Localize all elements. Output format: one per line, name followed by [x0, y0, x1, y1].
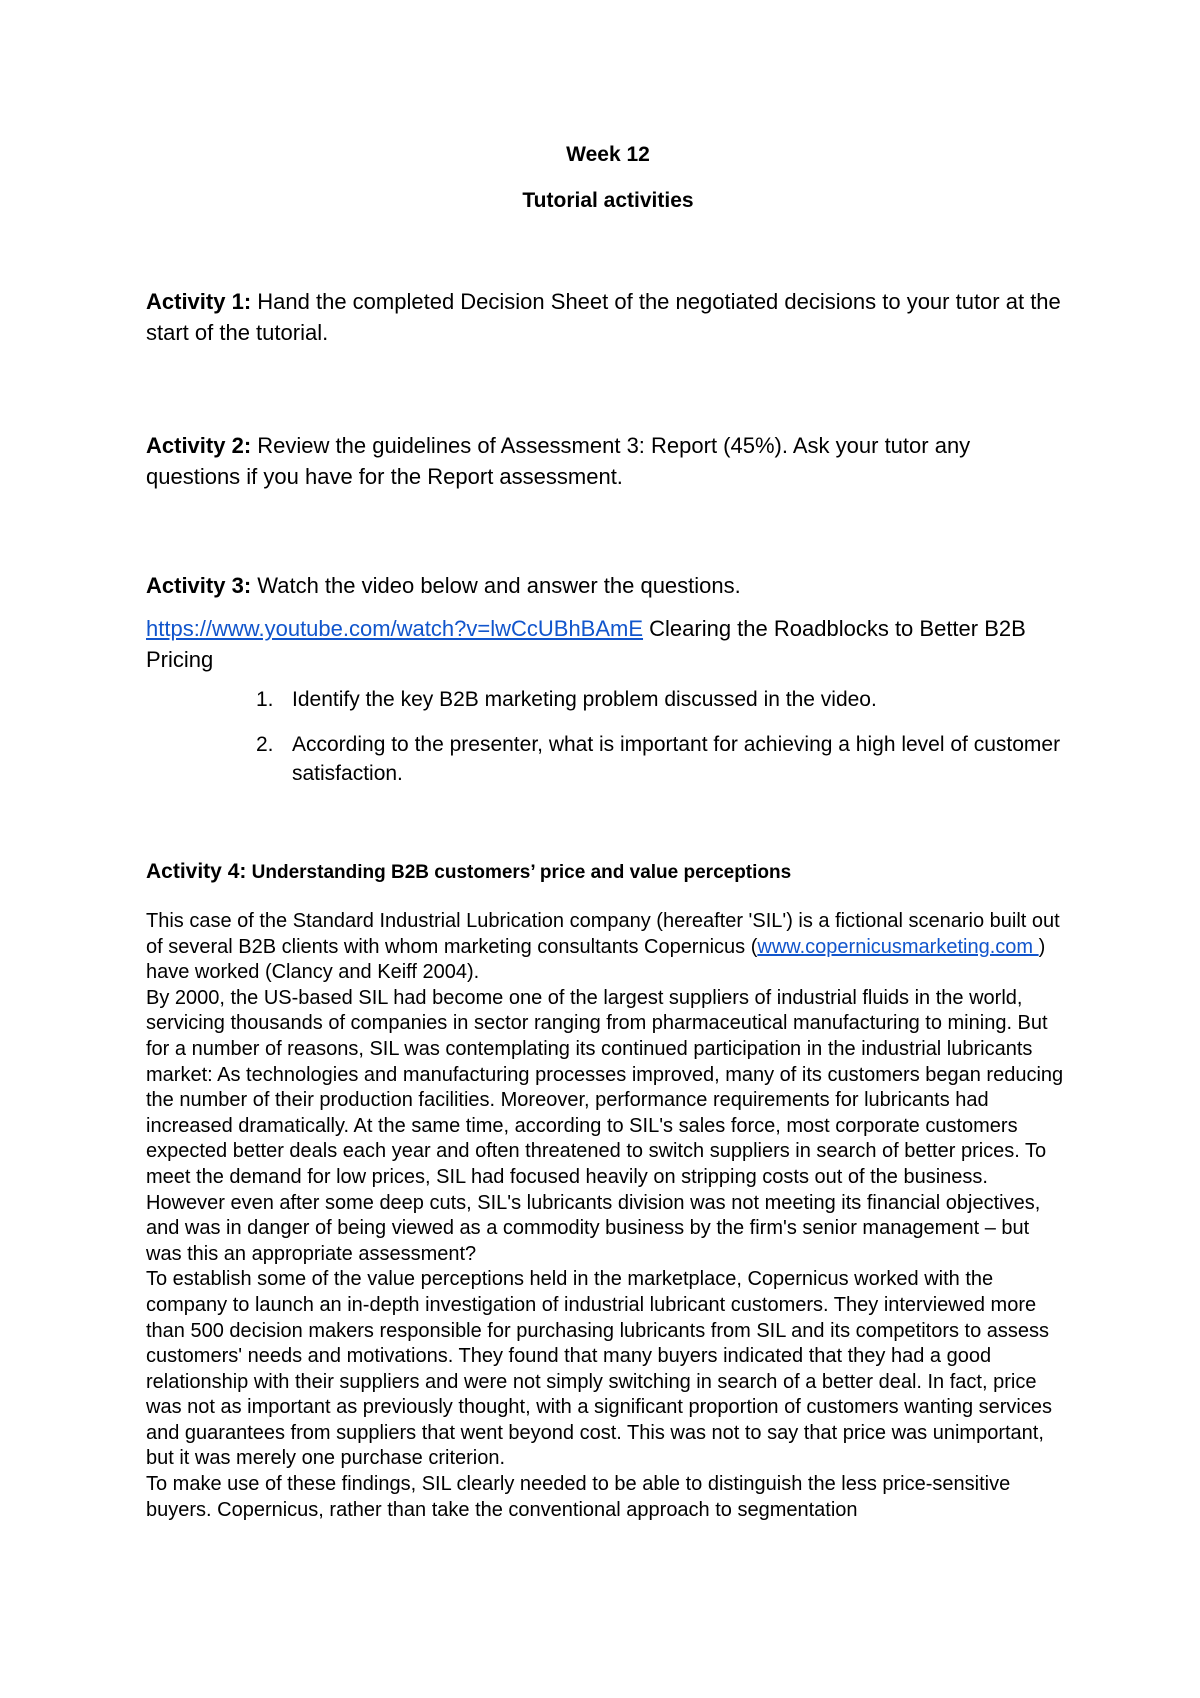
tutorial-title: Tutorial activities [522, 189, 694, 212]
list-item [256, 730, 1070, 788]
question-number: 1. [256, 688, 274, 711]
activity-2-label: Activity 2: [146, 433, 252, 458]
question-number: 2. [256, 733, 274, 756]
case-paragraph-1 [146, 909, 1070, 986]
activity-4-label: Activity 4: [146, 860, 247, 883]
video-reference [146, 613, 1070, 675]
activity-1-label: Activity 1: [146, 289, 252, 314]
activity-3 [146, 570, 1070, 601]
activity-2-text: Review the guidelines of Assessment 3: Report (45%). Ask your tutor any questions if you have for the Report assessment. [146, 433, 971, 489]
activity-4-title: Understanding B2B customers’ price and value perceptions [246, 862, 792, 883]
list-item [256, 685, 1070, 714]
video-title: Clearing the Roadblocks to Better B2B Pricing [146, 616, 1026, 672]
week-title: Week 12 [566, 143, 650, 166]
case-paragraph-4: To make use of these findings, SIL clearly needed to be able to distinguish the less price-sensitive buyers. Copernicus, rather than take the conventional approach to segmentation [146, 1473, 1011, 1521]
video-link[interactable]: https://www.youtube.com/watch?v=lwCcUBhBAmE [146, 616, 644, 641]
case-intro-end: ) have worked (Clancy and Keiff 2004). [146, 935, 1046, 984]
activity-3-text: Watch the video below and answer the questions. [251, 573, 741, 598]
question-list [146, 685, 1070, 788]
activity-1-text: Hand the completed Decision Sheet of the negotiated decisions to your tutor at the start of the tutorial. [146, 289, 1061, 345]
activity-1 [146, 286, 1070, 348]
activity-3-label: Activity 3: [146, 573, 252, 598]
question-text: According to the presenter, what is important for achieving a high level of customer satisfaction. [292, 733, 1061, 785]
activity-4-heading [146, 858, 1070, 887]
case-paragraph-2: By 2000, the US-based SIL had become one of the largest suppliers of industrial fluids in the world, servicing thousands of companies in sector ranging from pharmaceutical manufacturing to mining. But for a number of reasons, SIL was contemplating its continued participation in the industrial lubricants market: As technologies and manufacturing processes improved, many of its customers began reducing the number of their production facilities. Moreover, performance requirements for lubricants had increased dramatically. At the same time, according to SIL's sales force, most corporate customers expected better deals each year and often threatened to switch suppliers in search of better prices. To meet the demand for low prices, SIL had focused heavily on stripping costs out of the business. However even after some deep cuts, SIL's lubricants division was not meeting its financial objectives, and was in danger of being viewed as a commodity business by the firm's senior management – but was this an appropriate assessment? [146, 986, 1064, 1265]
copernicus-link[interactable]: www.copernicusmarketing.com [757, 935, 1039, 958]
case-paragraph-3: To establish some of the value perceptions held in the marketplace, Copernicus worked with the company to launch an in-depth investigation of industrial lubricant customers. They interviewed more than 500 decision makers responsible for purchasing lubricants from SIL and its competitors to assess customers' needs and motivations. They found that many buyers indicated that they had a good relationship with their suppliers and were not simply switching in search of a better deal. In fact, price was not as important as previously thought, with a significant proportion of customers wanting services and guarantees from suppliers that went beyond cost. This was not to say that price was unimportant, but it was merely one purchase criterion. [146, 1268, 1052, 1470]
activity-2 [146, 430, 1070, 492]
question-text: Identify the key B2B marketing problem discussed in the video. [292, 688, 877, 711]
case-intro-text: This case of the Standard Industrial Lubrication company (hereafter 'SIL') is a fictional scenario built out of several B2B clients with whom marketing consultants Copernicus ( [146, 910, 1060, 958]
